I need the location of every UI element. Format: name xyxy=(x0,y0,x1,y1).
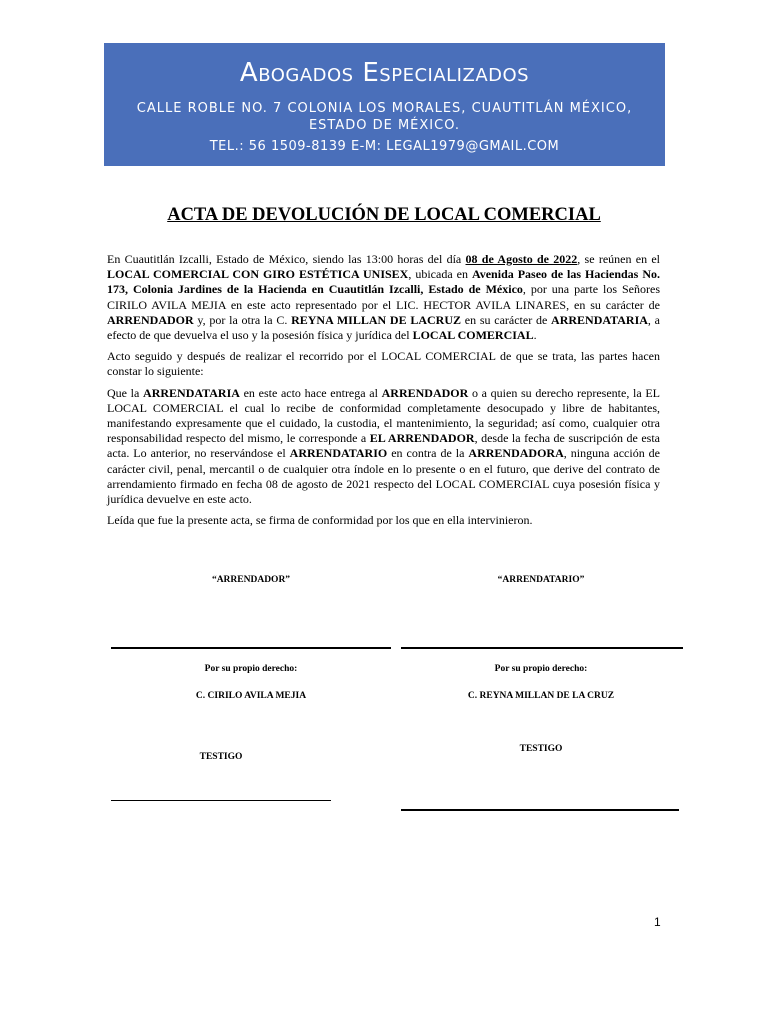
left-witness-label: TESTIGO xyxy=(199,752,243,762)
page-number: 1 xyxy=(654,915,661,929)
left-own-right-label: Por su propio derecho: xyxy=(204,664,298,674)
document-body xyxy=(107,252,660,534)
letterhead xyxy=(104,43,665,166)
right-own-right-label: Por su propio derecho: xyxy=(494,664,588,674)
paragraph-3: Que la ARRENDATARIA en este acto hace entrega al ARRENDADOR o a quien su derecho represente, la EL LOCAL COMERCIAL el cual lo recibe de conformidad completamente desocupado y libre de habitantes, manifestando expresamente que el cuidado, la custodia, el mantenimiento, la seguridad; así como, cualquier otra responsabilidad respecto del mismo, le corresponde a EL ARRENDADOR, desde la fecha de suscripción de esta acta. Lo anterior, no reservándose el ARRENDATARIO en contra de la ARRENDADORA, ninguna acción de carácter civil, penal, mercantil o de cualquier otra índole en lo presente o en el futuro, que derive del contrato de arrendamiento firmado en fecha 08 de agosto de 2021 respecto del LOCAL COMERCIAL cuya posesión física y jurídica devuelve en este acto. xyxy=(107,385,661,507)
right-role-label: “ARRENDATARIO” xyxy=(497,575,585,585)
left-signer-name: C. CIRILO AVILA MEJIA xyxy=(195,691,307,701)
document-title: ACTA DE DEVOLUCIÓN DE LOCAL COMERCIAL xyxy=(167,205,601,225)
firm-contact: TEL.: 56 1509-8139 E-M: LEGAL1979@GMAIL.COM xyxy=(209,139,560,154)
paragraph-2: Acto seguido y después de realizar el recorrido por el LOCAL COMERCIAL de que se trata, las partes hacen constar lo siguiente: xyxy=(107,349,660,379)
firm-name: Abogados Especializados xyxy=(239,58,530,88)
right-signer-name: C. REYNA MILLAN DE LA CRUZ xyxy=(467,691,615,701)
left-role-label: “ARRENDADOR” xyxy=(211,575,291,585)
left-witness-line xyxy=(111,800,331,801)
right-witness-line xyxy=(401,809,679,811)
right-signature-line xyxy=(401,647,683,649)
paragraph-1: En Cuautitlán Izcalli, Estado de México, siendo las 13:00 horas del día 08 de Agosto de 2022, se reúnen en el LOCAL COMERCIAL CON GIRO ESTÉTICA UNISEX, ubicada en Avenida Paseo de las Haciendas No. 173, Colonia Jardines de la Hacienda en Cuautitlán Izcalli, Estado de México, por una parte los Señores CIRILO AVILA MEJIA en este acto representado por el LIC. HECTOR AVILA LINARES, en su carácter de ARRENDADOR y, por la otra la C. REYNA MILLAN DE LACRUZ en su carácter de ARRENDATARIA, a efecto de que devuelva el uso y la posesión física y jurídica del LOCAL COMERCIAL. xyxy=(107,252,661,343)
right-witness-label: TESTIGO xyxy=(519,744,563,754)
paragraph-4: Leída que fue la presente acta, se firma de conformidad por los que en ella intervinieron. xyxy=(107,513,533,528)
left-signature-line xyxy=(111,647,391,649)
firm-address: CALLE ROBLE NO. 7 COLONIA LOS MORALES, CUAUTITLÁN MÉXICO, ESTADO DE MÉXICO. xyxy=(136,101,633,133)
